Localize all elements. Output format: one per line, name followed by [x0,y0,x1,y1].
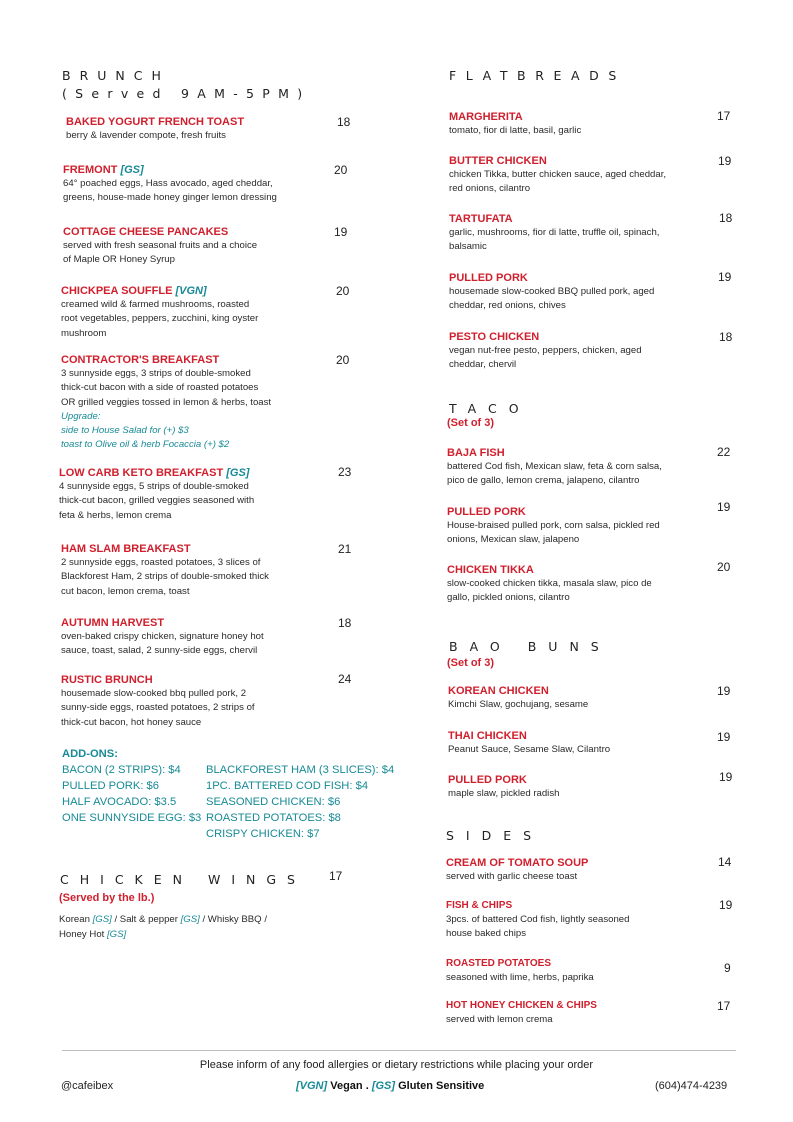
addon-item: HALF AVOCADO: $3.5 [62,796,177,808]
item-name: HAM SLAM BREAKFAST [61,543,191,555]
item-price: 19 [718,270,732,284]
vgn-label: Vegan . [327,1080,372,1092]
item-desc: chicken Tikka, butter chicken sauce, aged cheddar, [449,169,667,180]
item-price: 23 [338,465,352,479]
item-name: CONTRACTOR'S BREAKFAST [61,354,220,366]
item-desc: thick-cut bacon with a side of roasted potatoes [61,382,259,394]
item-name: PULLED PORK [449,272,528,284]
addon-item: PULLED PORK: $6 [62,780,160,792]
menu-item [446,856,746,884]
item-desc: Kimchi Slaw, gochujang, sesame [448,699,589,710]
vgn-tag: [VGN] [175,285,207,297]
item-price: 9 [724,961,731,975]
item-name: PESTO CHICKEN [449,331,540,343]
item-name: PULLED PORK [447,506,526,518]
item-price: 17 [717,109,731,123]
gs-tag: [GS] [371,1080,396,1092]
wings-title: CHICKEN WINGS [60,872,306,887]
menu-item [446,899,746,942]
item-name: MARGHERITA [449,111,523,123]
menu-item [63,225,363,268]
upgrade-option: side to House Salad for (+) $3 [61,425,189,437]
item-desc: maple slaw, pickled radish [448,788,560,799]
item-desc: housemade slow-cooked BBQ pulled pork, aged [449,286,655,297]
item-price: 19 [717,730,731,744]
wings-note: (Served by the lb.) [59,892,155,904]
item-price: 20 [336,353,350,367]
item-desc: thick-cut bacon, hot honey sauce [61,716,202,728]
item-desc: vegan nut-free pesto, peppers, chicken, aged [449,345,642,356]
item-desc: mushroom [61,327,107,339]
item-desc: creamed wild & farmed mushrooms, roasted [61,299,250,310]
item-name: LOW CARB KETO BREAKFAST [59,467,224,479]
addon-item: 1PC. BATTERED COD FISH: $4 [206,780,369,792]
item-name: RUSTIC BRUNCH [61,674,153,686]
item-name: CHICKEN TIKKA [447,564,534,576]
menu-item [448,729,748,757]
item-desc: feta & herbs, lemon crema [59,509,172,521]
item-desc: sauce, toast, salad, 2 sunny-side eggs, chervil [61,645,258,657]
item-price: 17 [717,999,731,1013]
item-desc: served with garlic cheese toast [446,871,578,882]
gs-tag: [GS] [92,914,112,925]
item-name: THAI CHICKEN [448,730,527,742]
upgrade-option: toast to Olive oil & herb Focaccia (+) $2 [61,439,230,451]
item-price: 20 [717,560,731,574]
item-desc: 2 sunnyside eggs, roasted potatoes, 3 slices of [61,557,261,568]
item-desc: sunny-side eggs, roasted potatoes, 2 strips of [61,702,255,714]
item-desc: red onions, cilantro [449,183,531,195]
item-price: 19 [717,684,731,698]
addon-item: BLACKFOREST HAM (3 SLICES): $4 [206,764,395,776]
item-name: BUTTER CHICKEN [449,155,547,167]
addon-item: BACON (2 STRIPS): $4 [62,764,181,776]
item-name: TARTUFATA [449,213,513,225]
menu-item [449,212,749,255]
item-desc: housemade slow-cooked bbq pulled pork, 2 [61,688,247,699]
item-desc: served with fresh seasonal fruits and a choice [63,240,258,251]
item-name: HOT HONEY CHICKEN & CHIPS [446,1000,597,1011]
item-price: 19 [717,500,731,514]
upgrade-label: Upgrade: [61,411,101,423]
gs-label: Gluten Sensitive [395,1080,485,1092]
item-name: BAKED YOGURT FRENCH TOAST [66,116,245,128]
item-desc: slow-cooked chicken tikka, masala slaw, pico de [447,578,652,589]
item-desc: thick-cut bacon, grilled veggies seasoned with [59,495,255,507]
item-price: 14 [718,855,732,869]
menu-item [61,616,361,659]
item-desc: served with lemon crema [446,1014,553,1025]
diet-legend [296,1080,484,1092]
menu-item [447,563,747,606]
item-name: BAJA FISH [447,447,505,459]
item-desc: cut bacon, lemon crema, toast [61,585,190,597]
menu-item [446,957,746,985]
addons-left [62,746,201,826]
item-desc: of Maple OR Honey Syrup [63,254,175,266]
item-price: 18 [337,115,351,129]
flatbreads-title: FLATBREADS [449,68,626,83]
menu-item [59,466,359,523]
menu-item [61,353,361,452]
footer-divider [62,1050,736,1051]
gs-tag: [GS] [226,467,250,479]
item-desc: 4 sunnyside eggs, 5 strips of double-smoked [59,481,249,492]
gs-tag: [GS] [120,164,144,176]
taco-title: TACO [449,401,531,416]
item-name: PULLED PORK [448,774,527,786]
item-price: 19 [719,770,733,784]
addon-item: ROASTED POTATOES: $8 [206,812,341,824]
menu-item [446,999,746,1027]
flavor-name: / Whisky BBQ / [199,914,267,925]
item-desc: tomato, fior di latte, basil, garlic [449,125,582,136]
phone-number: (604)474-4239 [655,1080,728,1092]
item-name: KOREAN CHICKEN [448,685,549,697]
item-name: CREAM OF TOMATO SOUP [446,857,589,869]
bao-note: (Set of 3) [447,657,495,669]
menu-item [448,684,748,712]
item-desc: 64° poached eggs, Hass avocado, aged cheddar, [63,178,273,189]
item-name: CHICKPEA SOUFFLE [61,285,173,297]
wings-flavors [59,912,319,942]
vgn-tag: [VGN] [296,1080,328,1092]
taco-note: (Set of 3) [447,417,495,429]
item-desc: balsamic [449,241,487,253]
flavor-name: Honey Hot [59,929,107,940]
item-name: AUTUMN HARVEST [61,617,165,629]
item-desc: onions, Mexican slaw, jalapeno [447,534,580,546]
item-price: 22 [717,445,731,459]
item-price: 20 [336,284,350,298]
addon-item: SEASONED CHICKEN: $6 [206,796,341,808]
item-desc: cheddar, chervil [449,359,517,371]
item-price: 24 [338,672,352,686]
menu-item [61,673,361,730]
addon-item: CRISPY CHICKEN: $7 [206,828,320,840]
menu-item [61,284,361,341]
brunch-title: BRUNCH [62,68,170,83]
item-desc: Peanut Sauce, Sesame Slaw, Cilantro [448,744,611,755]
bao-title: BAO BUNS [449,639,611,654]
item-desc: gallo, pickled onions, cilantro [447,592,570,604]
item-desc: greens, house-made honey ginger lemon dressing [63,192,277,204]
item-desc: seasoned with lime, herbs, paprika [446,972,594,983]
item-desc: garlic, mushrooms, fior di latte, truffle oil, spinach, [449,227,660,238]
social-handle: @cafeibex [61,1080,114,1092]
item-price: 18 [338,616,352,630]
item-price: 19 [718,154,732,168]
item-name: ROASTED POTATOES [446,958,552,969]
flavor-name: Korean [59,914,93,925]
gs-tag: [GS] [107,929,127,940]
menu-item [449,154,749,197]
menu-item [63,163,363,206]
item-desc: 3pcs. of battered Cod fish, lightly seasoned [446,914,630,925]
item-desc: Blackforest Ham, 2 strips of double-smoked thick [61,571,269,583]
item-price: 21 [338,542,352,556]
item-desc: oven-baked crispy chicken, signature honey hot [61,631,264,642]
gs-tag: [GS] [180,914,200,925]
brunch-subtitle: (Served 9AM-5PM) [62,86,311,101]
item-desc: pico de gallo, lemon crema, jalapeno, cilantro [447,475,640,487]
item-desc: battered Cod fish, Mexican slaw, feta & corn salsa, [447,461,662,472]
allergy-notice: Please inform of any food allergies or dietary restrictions while placing your order [199,1059,594,1071]
menu-item [449,330,749,373]
item-desc: root vegetables, peppers, zucchini, king oyster [61,313,259,325]
wings-price: 17 [329,869,343,883]
item-price: 20 [334,163,348,177]
item-price: 19 [719,898,733,912]
menu-item [447,446,747,489]
addon-item: ONE SUNNYSIDE EGG: $3 [62,812,202,824]
addons-title: ADD-ONS: [62,748,118,760]
menu-item [447,505,747,548]
item-desc: OR grilled veggies tossed in lemon & herbs, toast [61,396,272,408]
item-desc: berry & lavender compote, fresh fruits [66,130,226,141]
item-desc: cheddar, red onions, chives [449,300,566,312]
menu-item [61,542,361,599]
menu-item [449,271,749,314]
flavor-name: / Salt & pepper [111,914,181,925]
item-desc: 3 sunnyside eggs, 3 strips of double-smoked [61,368,251,379]
addons-right [206,762,394,842]
menu-item [448,773,748,801]
menu-item [449,110,749,138]
item-desc: house baked chips [446,928,527,940]
item-price: 18 [719,330,733,344]
sides-title: SIDES [446,828,544,843]
item-desc: House-braised pulled pork, corn salsa, pickled red [447,520,660,531]
item-name: FREMONT [63,164,118,176]
item-price: 18 [719,211,733,225]
item-price: 19 [334,225,348,239]
item-name: FISH & CHIPS [446,900,513,911]
menu-item [66,115,366,143]
item-name: COTTAGE CHEESE PANCAKES [63,226,229,238]
